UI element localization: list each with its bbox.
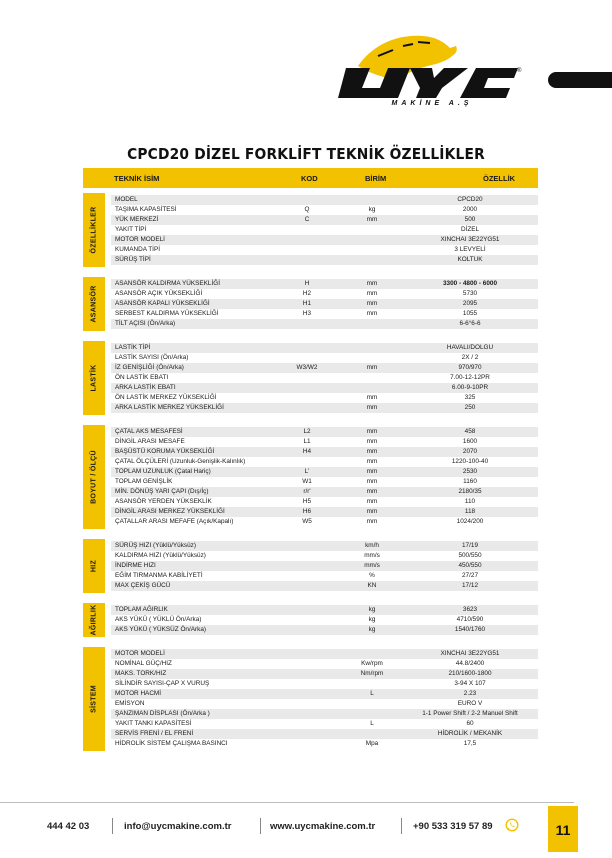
row-name: ÖN LASTİK EBATI [115,374,169,381]
row-name: YAKIT TANKI KAPASİTESİ [115,720,192,727]
table-row [111,457,538,467]
row-name: MODEL [115,196,138,203]
page-title: CPCD20 DİZEL FORKLİFT TEKNİK ÖZELLİKLER [127,145,485,163]
row-name: TAŞIMA KAPASİTESİ [115,206,177,213]
row-value: 17,5 [463,740,477,747]
table-row [111,689,538,699]
row-name: İNDİRME HIZI [115,562,156,569]
row-value: 7.00-12-12PR [450,374,490,381]
table-row [111,447,538,457]
row-name: DİNGİL ARASI MESAFE [115,438,185,445]
row-name: LASTİK SAYISI (Ön/Arka) [115,354,189,361]
row-value: 17/12 [462,582,478,589]
table-row [111,669,538,679]
row-value: 3-94 X 107 [454,680,486,687]
row-name: SERVİS FRENİ / EL FRENİ [115,730,194,737]
row-value: XINCHAI 3E22YG51 [440,236,500,243]
section-tab [83,341,105,415]
table-row [111,437,538,447]
row-value: 500/550 [458,552,482,559]
row-value: 2095 [462,300,478,307]
row-value: 325 [464,394,476,401]
row-kod: H4 [302,448,312,455]
row-value: 250 [464,404,476,411]
row-kod: H6 [302,508,312,515]
table-row [111,373,538,383]
row-value: 458 [464,428,476,435]
row-birim: % [369,572,375,579]
row-name: ÇATAL ÖLÇÜLERİ (Uzunluk-Genişlik-Kalınlık) [115,458,246,465]
table-row [111,309,538,319]
row-birim: L [370,720,374,727]
table-row [111,659,538,669]
table-row [111,541,538,551]
row-birim: mm [366,290,378,297]
row-birim: KN [367,582,377,589]
table-row [111,195,538,205]
footer-divider [0,802,574,803]
row-kod: W1 [302,478,312,485]
row-name: MAKS. TORK/HIZ [115,670,167,677]
row-value: 60 [466,720,474,727]
row-name: SERBEST KALDIRMA YÜKSEKLİĞİ [115,310,219,317]
row-birim: Nm/rpm [360,670,384,677]
row-birim: mm [366,478,378,485]
footer-separator [401,818,402,834]
row-name: ASANSÖR KAPALI YÜKSEKLİĞİ [115,300,210,307]
row-birim: mm [366,428,378,435]
table-row [111,245,538,255]
section-tab [83,603,105,637]
row-value: 2X / 2 [461,354,479,361]
table-row [111,719,538,729]
row-value: 500 [464,216,476,223]
table-row [111,353,538,363]
table-row [111,551,538,561]
row-value: 4710/590 [456,616,484,623]
section-tab [83,647,105,751]
row-name: TOPLAM UZUNLUK (Çatal Hariç) [115,468,211,475]
row-birim: mm [366,300,378,307]
section-tab [83,539,105,593]
row-kod: L2 [303,428,311,435]
row-birim: Kw/rpm [361,660,383,667]
table-row [111,279,538,289]
section-label: ÖZELLİKLER [90,206,98,254]
section-label: LASTİK [90,364,98,392]
row-name: AKS YÜKÜ ( YÜKSÜZ Ön/Arka) [115,626,207,633]
row-birim: mm [366,216,378,223]
row-value: 1600 [462,438,478,445]
row-name: ASANSÖR YERDEN YÜKSEKLİK [115,498,212,505]
row-birim: kg [368,626,376,633]
row-value: CPCD20 [457,196,483,203]
table-row [111,403,538,413]
row-value: 44.8/2400 [455,660,485,667]
row-name: KUMANDA TİPİ [115,246,160,253]
row-name: EMİSYON [115,700,145,707]
row-name: SÜRÜŞ TİPİ [115,256,151,263]
row-kod: W3/W2 [296,364,318,371]
row-name: ASANSÖR AÇIK YÜKSEKLİĞİ [115,290,203,297]
row-value: EURO V [457,700,483,707]
row-value: 110 [464,498,476,505]
table-row [111,497,538,507]
footer-separator [260,818,261,834]
section-tab [83,193,105,267]
table-row [111,215,538,225]
row-birim: mm/s [364,552,380,559]
row-birim: mm [366,458,378,465]
row-birim: L [370,690,374,697]
row-value: 3300 - 4800 - 6000 [442,280,497,287]
row-kod: r/r' [303,488,311,495]
row-kod: L' [304,468,310,475]
row-kod: L1 [303,438,311,445]
row-name: ASANSÖR KALDIRMA YÜKSEKLİĞİ [115,280,221,287]
row-value: 1540/1760 [454,626,486,633]
row-kod: H3 [302,310,312,317]
table-row [111,679,538,689]
row-value: HİDROLİK / MEKANİK [437,730,503,737]
row-value: DİZEL [460,226,480,233]
row-birim: mm [366,468,378,475]
footer-mobile[interactable] [413,821,493,832]
section-tab [83,425,105,529]
row-name: TİLT AÇISI (Ön/Arka) [115,320,176,327]
row-value: 450/550 [458,562,482,569]
row-name: YAKIT TİPİ [115,226,147,233]
row-birim: mm [366,488,378,495]
logo-wordmark [338,68,518,98]
table-row [111,581,538,591]
row-value: 1220-100-40 [451,458,489,465]
row-name: MOTOR MODELİ [115,236,165,243]
row-name: ŞANZIMAN DİSPLASI (Ön/Arka ) [115,710,210,717]
row-birim: mm [366,448,378,455]
table-row [111,363,538,373]
row-value: 27/27 [462,572,478,579]
uyc-logo [318,26,528,126]
row-name: ÇATALLAR ARASI MEFAFE (Açık/Kapalı) [115,518,234,525]
row-value: 3 LEVYELİ [454,246,486,253]
page-number-box [548,806,578,852]
table-row [111,487,538,497]
row-name: SİLİNDİR SAYISI-ÇAP X VURUŞ [115,680,210,687]
row-value: 6-6°6-6 [459,320,481,327]
table-row [111,605,538,615]
row-value: 3623 [462,606,478,613]
row-value: 2070 [462,448,478,455]
row-value: HAVALI/DOLGU [446,344,494,351]
col-kod: KOD [301,174,318,183]
row-name: DİNGİL ARASI MERKEZ YÜKSEKLİĞİ [115,508,225,515]
row-name: ÖN LASTİK MERKEZ YÜKSEKLİĞİ [115,394,217,401]
section-label: HIZ [90,559,98,573]
row-value: KOLTUK [457,256,483,263]
row-name: YÜK MERKEZİ [115,216,159,223]
table-row [111,255,538,265]
row-value: 6.00-9-10PR [451,384,489,391]
row-birim: mm [366,518,378,525]
row-name: İZ GENİŞLİĞİ (Ön/Arka) [115,364,184,371]
row-value: 5730 [462,290,478,297]
table-row [111,571,538,581]
table-row [111,225,538,235]
row-birim: mm [366,310,378,317]
table-row [111,517,538,527]
table-row [111,699,538,709]
row-birim: km/h [365,542,379,549]
row-name: TOPLAM AĞIRLIK [115,606,168,613]
table-row [111,477,538,487]
section-label: BOYUT / ÖLÇÜ [90,450,98,504]
row-value: 17/19 [462,542,478,549]
footer-separator [112,818,113,834]
row-name: MAX ÇEKİŞ GÜCÜ [115,582,171,589]
footer-email[interactable]: info@uycmakine.com.tr [124,821,232,832]
row-kod: W5 [302,518,312,525]
row-name: NOMİNAL GÜÇ/HIZ [115,660,172,667]
row-name: MOTOR MODELİ [115,650,165,657]
row-name: EĞİM TIRMANMA KABİLİYETİ [115,572,203,579]
row-name: ARKA LASTİK MERKEZ YÜKSEKLİĞİ [115,404,224,411]
row-value: 210/1600-1800 [448,670,492,677]
row-name: HİDROLİK SİSTEM ÇALIŞMA BASINCI [115,740,228,747]
section-label: SİSTEM [90,685,98,713]
row-birim: mm [366,364,378,371]
row-value: 1024/200 [456,518,484,525]
table-row [111,289,538,299]
decorative-bar [548,72,612,88]
table-row [111,561,538,571]
table-row [111,739,538,749]
row-birim: kg [368,206,376,213]
footer-website[interactable]: www.uycmakine.com.tr [270,821,376,832]
table-row [111,343,538,353]
row-kod: C [304,216,310,223]
row-value: 1160 [463,478,477,485]
table-row [111,393,538,403]
row-name: TOPLAM GENİŞLİK [115,478,173,485]
row-name: BAŞÜSTÜ KORUMA YÜKSEKLİĞİ [115,448,215,455]
table-row [111,383,538,393]
row-name: LASTİK TİPİ [115,344,151,351]
row-value: 118 [464,508,476,515]
row-value: 2180/35 [458,488,482,495]
row-birim: mm [366,280,378,287]
row-birim: mm [366,438,378,445]
row-birim: mm/s [364,562,380,569]
page-number: 11 [555,822,571,838]
row-birim: kg [368,606,376,613]
table-row [111,235,538,245]
row-value: 2000 [462,206,478,213]
row-kod: H2 [302,290,312,297]
section-tab [83,277,105,331]
table-row [111,299,538,309]
row-value: 1055 [462,310,478,317]
row-name: ÇATAL AKS MESAFESİ [115,428,183,435]
row-birim: mm [366,508,378,515]
row-kod: H5 [302,498,312,505]
table-row [111,649,538,659]
row-birim: kg [368,616,376,623]
registered-mark: ® [517,68,522,74]
footer-phone[interactable]: 444 42 03 [47,821,90,832]
row-name: SÜRÜŞ HIZI (Yüklü/Yüksüz) [115,542,196,549]
row-birim: mm [366,394,378,401]
table-row [111,729,538,739]
footer-mobile-number: 533 319 57 89 [431,821,493,832]
table-row [111,467,538,477]
table-row [111,427,538,437]
logo-tagline: MAKİNE A.Ş [391,100,473,107]
table-row [111,319,538,329]
table-row [111,507,538,517]
row-kod: H1 [302,300,312,307]
table-row [111,205,538,215]
row-birim: Mpa [365,740,379,747]
row-name: ARKA LASTİK EBATI [115,384,176,391]
table-row [111,625,538,635]
col-ozellik: ÖZELLİK [483,174,516,183]
row-value: 2.23 [463,690,477,697]
footer-mobile-prefix: +90 [413,821,432,832]
col-birim: BİRİM [365,174,387,183]
row-name: KALDIRMA HIZI (Yüklü/Yüksüz) [115,552,206,559]
row-name: MİN. DÖNÜŞ YARI ÇAPI (Dış/İç) [115,488,209,495]
section-label: AĞIRLIK [90,604,98,636]
table-header [83,168,538,188]
row-birim: mm [366,404,378,411]
section-label: ASANSÖR [90,285,98,323]
row-birim: mm [366,498,378,505]
row-value: 1-1 Power Shift / 2-2 Manuel Shift [422,710,518,717]
table-row [111,615,538,625]
whatsapp-icon[interactable] [505,818,519,832]
table-row [111,709,538,719]
row-name: AKS YÜKÜ ( YÜKLÜ Ön/Arka) [115,616,202,623]
row-kod: Q [304,206,310,213]
row-kod: H [304,280,310,287]
row-value: 2530 [462,468,478,475]
row-name: MOTOR HACMİ [115,690,162,697]
col-name: TEKNİK İSİM [114,174,160,183]
row-value: XINCHAI 3E22YG51 [440,650,500,657]
row-value: 970/970 [458,364,482,371]
